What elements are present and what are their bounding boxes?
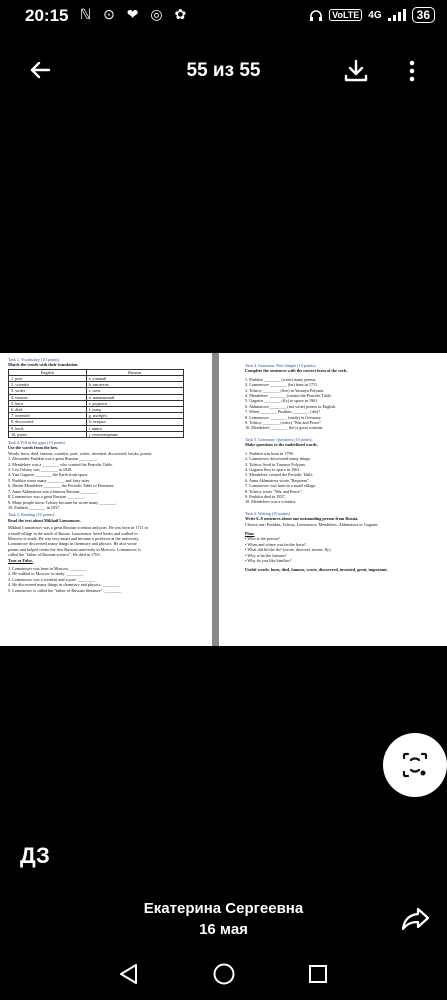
task-4-instruction: Complete the sentences with the correct form of the verb. [245,368,348,374]
viewer-toolbar [0,50,447,94]
grammar-sentence: 9. Tolstoy ________ (write) "War and Peace". [245,420,323,426]
true-false-statements [8,566,204,593]
grammar-sentence: 3. Tolstoy ________ (live) in Yasnaya Polyana. [245,387,325,393]
reading-line: Lomonosov discovered many things in chemistry and physics. He also wrote [8,541,137,547]
reading-line: poems and helped create the first Russian university in Moscow. Lomonosov is [8,546,141,552]
plan-title: Plan: [245,530,255,536]
plan-list [245,536,439,563]
gap-sentence: 3. Leo Tolstoy was ________ in 1828. [8,467,73,473]
battery-icon: 36 [412,7,435,23]
question-sentence: 1. Pushkin was born in 1799. [245,450,294,456]
gap-sentence: 2. Mendeleev was a ________ who created the Periodic Table. [8,461,113,467]
nav-home-icon[interactable] [212,962,236,986]
notification-icons: ℕ ⊙ ❤ ◎ ✿ [80,6,191,22]
message-date: 16 мая [199,921,248,938]
vocab-russian: e. родился [86,400,183,406]
question-sentence: 7. Lomonosov was born in a small village. [245,483,317,489]
plan-item: • Why is he/she famous? [245,552,287,558]
image-caption: ДЗ [20,843,50,868]
vocab-russian: h. открыл [86,419,183,425]
plan-item: • Who is the person? [245,536,280,542]
vocab-english: 8. discovered [9,419,87,425]
grammar-sentence: 7. When ________ Pushkin ________ (die)? [245,409,321,415]
grammar-sentence: 4. Mendeleev ________ (create) the Periodic Table. [245,393,332,399]
task-4-sentences [245,377,439,431]
vocab-english: 4. famous [9,394,87,400]
useful-words: Useful words: born, died, famous, wrote, discovered, invented, great, important. [245,567,388,573]
vocab-english: 2. scientist [9,382,87,388]
task-2-title: Task 2. Fill in the gaps (10 points) [8,440,66,446]
true-false-item: 2. He walked to Moscow to study. ________ [8,571,83,577]
gap-sentence: 4. Yuri Gagarin ________ the Earth from space. [8,472,89,478]
question-sentence: 8. Tolstoy wrote "War and Peace". [245,488,303,494]
reading-line: called the "father of Russian science". He died in 1765. [8,552,101,558]
column-russian: Russian [86,369,183,375]
grammar-sentence: 10. Mendeleev ________ (be) a great scientist. [245,425,324,431]
status-time: 20:15 [25,6,69,25]
headphones-icon [309,9,323,22]
task-3-instruction: Read the text about Mikhail Lomonosov. [8,517,81,523]
question-sentence: 10. Mendeleev was a scientist. [245,499,297,505]
true-false-item: 4. He discovered many things in chemistry and physics. ________ [8,582,120,588]
question-sentence: 4. Gagarin flew to space in 1961. [245,466,301,472]
download-icon[interactable] [343,58,369,84]
vocab-russian: j. стихотворение [86,431,183,437]
task-5-title: Task 5. Grammar: Questions (10 points) [245,436,313,442]
grammar-sentence: 8. Lomonosov ________ (study) in Germany. [245,414,322,420]
vocab-russian: f. умер [86,407,183,413]
true-false-label: True or False. [8,557,33,563]
worksheet-page-right [219,353,447,646]
document-image[interactable] [0,353,447,646]
nav-recents-icon[interactable] [308,964,328,984]
vocab-english: 5. born [9,400,87,406]
share-icon[interactable] [401,905,431,933]
plan-item: • Why do you like him/her? [245,558,292,563]
system-nav-bar [0,950,447,1000]
vocab-russian: g. изобрёл [86,413,183,419]
gap-sentence: 7. Anna Akhmatova was a famous Russian ________. [8,488,99,494]
question-sentence: 9. Pushkin died in 1837. [245,493,286,499]
reading-text [8,525,204,557]
image-counter: 55 из 55 [186,60,261,81]
reading-line: a small village in the north of Russia. Lomonosov loved books and walked to [8,530,138,536]
gap-sentence: 9. Many people know Tolstoy because he wrote many ________. [8,499,118,505]
vocabulary-table [8,369,184,438]
more-options-icon[interactable] [402,58,422,84]
true-false-item: 1. Lomonosov was born in Moscow. ________ [8,565,87,571]
vocab-english: 9. book [9,425,87,431]
vocab-russian: d. знаменитый [86,394,183,400]
gap-sentence: 8. Lomonosov was a great Russian ________. [8,494,86,500]
vocab-english: 7. invented [9,413,87,419]
true-false-item: 5. Lomonosov is called the "father of Russian literature". ________ [8,587,122,593]
true-false-item: 3. Lomonosov was a scientist and a poet. ________ [8,576,95,582]
gap-sentence: 5. Pushkin wrote many ________ and fairy tales. [8,477,91,483]
plan-item: • What did he/she do? (wrote, discover, invent, fly) [245,547,331,553]
task-5-sentences [245,451,439,505]
task-6-title: Task 6. Writing (10 points) [245,510,291,516]
question-sentence: 6. Anna Akhmatova wrote "Requiem". [245,477,310,483]
task-1-instruction: Match the words with their translation. [8,362,79,368]
vocab-russian: a. ученый [86,376,183,382]
gap-sentence: 10. Pushkin ________ in 1837. [8,504,61,510]
task-4-title: Task 4. Grammar: Past Simple (10 points) [245,363,316,368]
lens-icon [400,750,430,780]
vocab-russian: b. писатель [86,382,183,388]
question-sentence: 5. Mendeleev created the Periodic Table. [245,472,314,478]
task-3-title: Task 3. Reading (10 points) [8,512,55,518]
vocab-english: 10. poem [9,431,87,437]
task-6-choose: Choose one: Pushkin, Tolstoy, Lomonosov, Mendeleev, Akhmatova or Gagarin. [245,521,379,527]
worksheet-page-left [0,353,212,646]
task-2-instruction: Use the words from the box. [8,445,59,451]
task-2-sentences [8,456,204,510]
reading-line: Moscow to study. He was very smart and became a professor at the university. [8,535,140,541]
plan-item: • When and where was he/she born? [245,541,306,547]
nav-back-icon[interactable] [117,962,139,986]
status-right [309,7,435,23]
column-english: English [9,369,87,375]
signal-icon [388,9,406,21]
volte-badge: VoLTE [329,9,362,21]
vocab-russian: i. книга [86,425,183,431]
network-type: 4G [368,9,382,21]
gap-sentence: 6. Dmitri Mendeleev ________ the Periodic Table of Elements. [8,483,115,489]
lens-button[interactable] [383,733,447,797]
vocab-russian: c. поэт [86,388,183,394]
task-5-instruction: Make questions to the underlined words. [245,442,318,448]
status-bar [0,0,447,34]
vocab-english: 1. poet [9,376,87,382]
task-1-title: Task 1. Vocabulary (10 points) [8,357,60,362]
grammar-sentence: 2. Lomonosov ________ (be) born in 1711. [245,382,319,388]
question-sentence: 2. Lomonosov discovered many things. [245,456,312,462]
gap-sentence: 1. Alexander Pushkin was a great Russian ________. [8,456,97,462]
task-2-word-box: Words: born, died, famous, scientist, poet, writer, invented, discovered, books, poems [8,450,152,456]
task-6-instruction: Write 6–8 sentences about one outstanding person from Russia. [245,516,359,522]
question-sentence: 3. Tolstoy lived in Yasnaya Polyana. [245,461,306,467]
vocab-row [9,431,184,437]
sender-name: Екатерина Сергеевна [143,900,304,917]
page-divider [212,353,219,646]
reading-line: Mikhail Lomonosov was a great Russian scientist and poet. He was born in 1711 in [8,525,148,531]
grammar-sentence: 6. Akhmatova ________ (not write) poems in English. [245,403,337,409]
vocab-english: 6. died [9,407,87,413]
vocab-english: 3. writer [9,388,87,394]
grammar-sentence: 1. Pushkin ________ (write) many poems. [245,376,317,382]
grammar-sentence: 5. Gagarin ________ (fly) to space in 1961. [245,398,319,404]
